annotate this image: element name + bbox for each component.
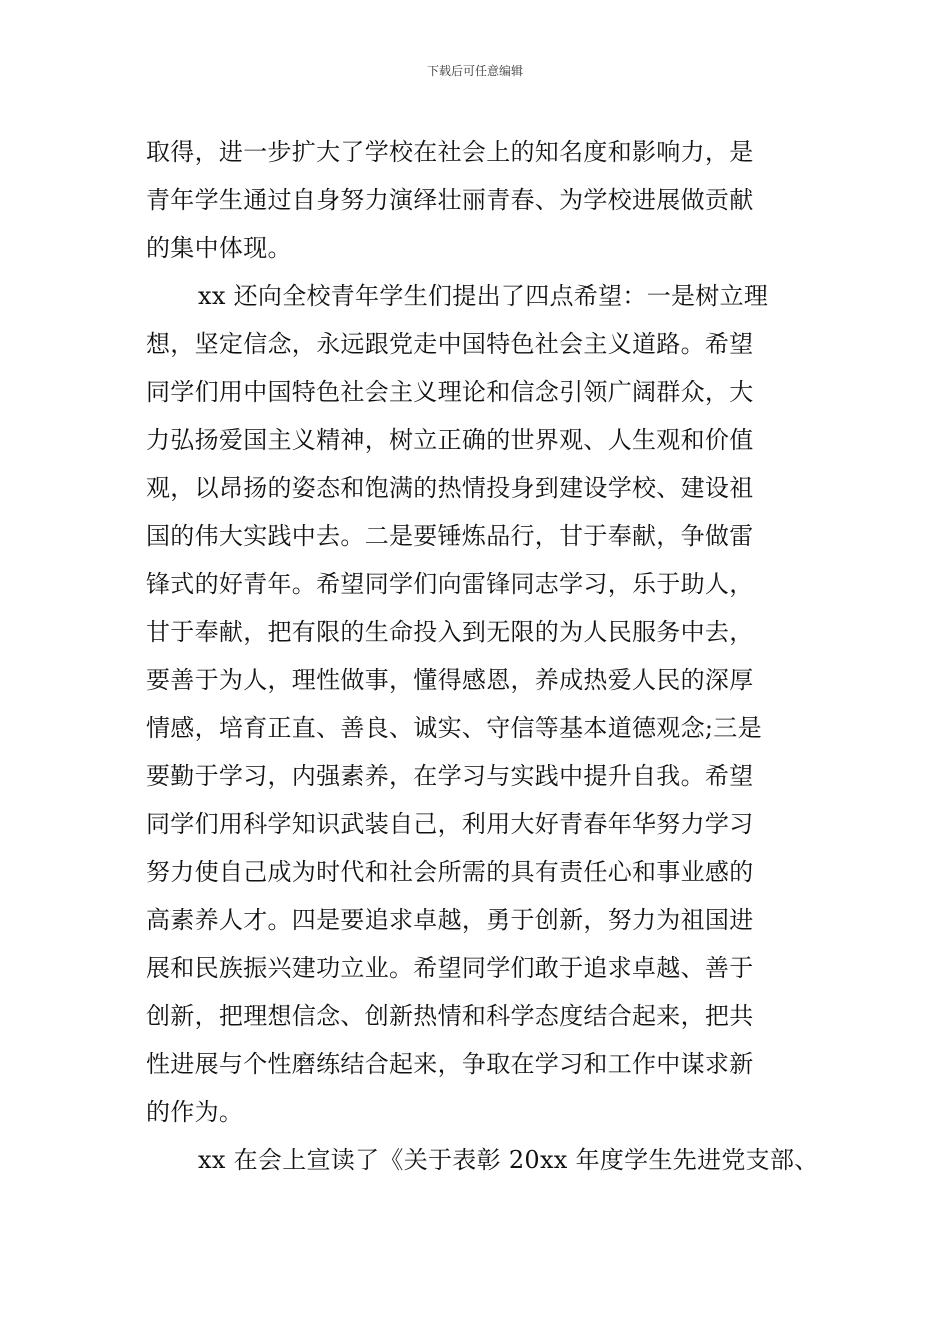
text-line: 的集中体现。 bbox=[146, 234, 292, 262]
text-line: 青年学生通过自身努力演绎壮丽青春、为学校进展做贡献 bbox=[146, 186, 754, 214]
paragraph-3 bbox=[146, 1136, 836, 1184]
text-line: 同学们用中国特色社会主义理论和信念引领广阔群众，大 bbox=[146, 378, 754, 406]
text-line: 努力使自己成为时代和社会所需的具有责任心和事业感的 bbox=[146, 858, 754, 886]
text-line: 取得，进一步扩大了学校在社会上的知名度和影响力，是 bbox=[146, 138, 754, 166]
text-line: xx 在会上宣读了《关于表彰 20xx 年度学生先进党支部、 bbox=[198, 1146, 819, 1174]
text-line: 甘于奉献，把有限的生命投入到无限的为人民服务中去， bbox=[146, 618, 754, 646]
paragraph-1 bbox=[146, 128, 836, 272]
text-line: 高素养人才。四是要追求卓越，勇于创新，努力为祖国进 bbox=[146, 906, 754, 934]
text-line: 观，以昂扬的姿态和饱满的热情投身到建设学校、建设祖 bbox=[146, 474, 754, 502]
page-header: 下载后可任意编辑 bbox=[426, 64, 523, 78]
text-line: 要勤于学习，内强素养，在学习与实践中提升自我。希望 bbox=[146, 762, 754, 790]
text-line: 创新，把理想信念、创新热情和科学态度结合起来，把共 bbox=[146, 1002, 754, 1030]
text-line: 性进展与个性磨练结合起来，争取在学习和工作中谋求新 bbox=[146, 1050, 754, 1078]
text-line: 想，坚定信念，永远跟党走中国特色社会主义道路。希望 bbox=[146, 330, 754, 358]
text-line: 要善于为人，理性做事，懂得感恩，养成热爱人民的深厚 bbox=[146, 666, 754, 694]
text-line: 情感，培育正直、善良、诚实、守信等基本道德观念;三是 bbox=[146, 714, 762, 742]
text-line: 展和民族振兴建功立业。希望同学们敢于追求卓越、善于 bbox=[146, 954, 754, 982]
text-line: 国的伟大实践中去。二是要锤炼品行，甘于奉献，争做雷 bbox=[146, 522, 754, 550]
text-line: xx 还向全校青年学生们提出了四点希望：一是树立理 bbox=[198, 282, 769, 310]
text-line: 锋式的好青年。希望同学们向雷锋同志学习，乐于助人， bbox=[146, 570, 754, 598]
paragraph-2 bbox=[146, 272, 836, 1136]
text-line: 同学们用科学知识武装自己，利用大好青春年华努力学习 bbox=[146, 810, 754, 838]
text-line: 力弘扬爱国主义精神，树立正确的世界观、人生观和价值 bbox=[146, 426, 754, 454]
text-line: 的作为。 bbox=[146, 1098, 244, 1126]
document-body bbox=[146, 128, 836, 1184]
